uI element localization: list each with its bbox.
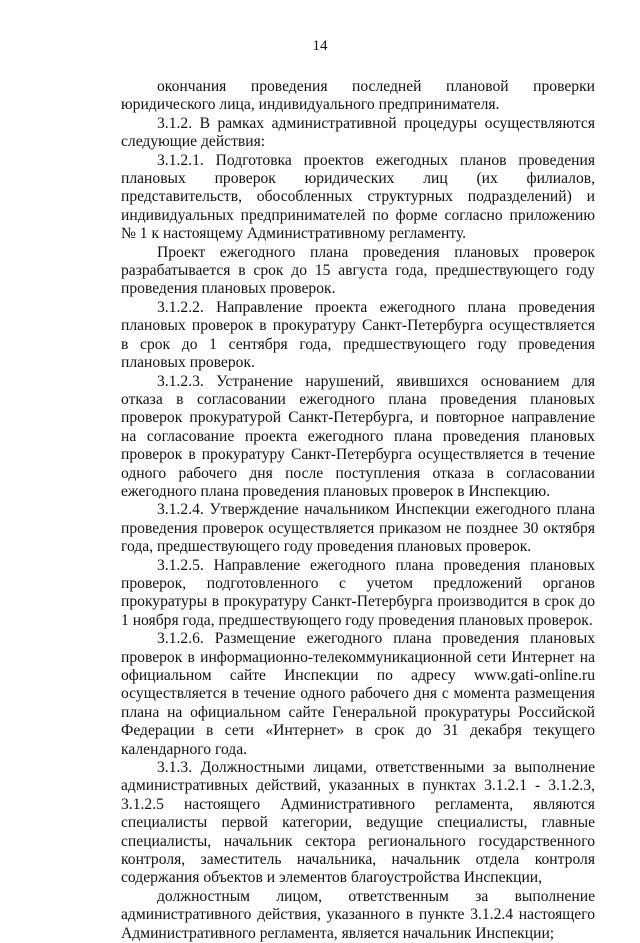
page-number: 14 bbox=[312, 38, 328, 54]
paragraph-3-1-2-6: 3.1.2.6. Размещение ежегодного плана проведения плановых проверок в информационно-телекоммуникационной сети Интернет на официальном сайте Инспекции по адресу www.gati-online.ru осуществляется в течение одного рабочего дня с момента размещения плана на официальном сайте Генеральной прокуратуры Российской Федерации в сети «Интернет» в срок до 31 декабря текущего календарного года. bbox=[121, 630, 595, 758]
paragraph-3-1-2-4: 3.1.2.4. Утверждение начальником Инспекции ежегодного плана проведения проверок осуществляется приказом не позднее 30 октября года, предшествующего году проведения плановых проверок. bbox=[121, 501, 595, 556]
document-body bbox=[121, 78, 595, 943]
paragraph-3-1-2-1: 3.1.2.1. Подготовка проектов ежегодных планов проведения плановых проверок юридических лиц (их филиалов, представительств, обособленных структурных подразделений) и индивидуальных предпринимателей по форме согласно приложению № 1 к настоящему Административному регламенту. bbox=[121, 151, 595, 243]
paragraph-continuation: окончания проведения последней плановой проверки юридического лица, индивидуального предпринимателя. bbox=[121, 78, 595, 114]
paragraph-3-1-2-2: 3.1.2.2. Направление проекта ежегодного плана проведения плановых проверок в прокуратуру Санкт-Петербурга осуществляется в срок до 1 сентября года, предшествующего году проведения плановых проверок. bbox=[121, 298, 595, 372]
paragraph-3-1-3: 3.1.3. Должностными лицами, ответственными за выполнение административных действий, указанных в пунктах 3.1.2.1 - 3.1.2.3, 3.1.2.5 настоящего Административного регламента, являются специалисты первой категории, ведущие специалисты, главные специалисты, начальник сектора регионального государственного контроля, заместитель начальника, начальник отдела контроля содержания объектов и элементов благоустройства Инспекции, bbox=[121, 759, 595, 887]
paragraph-responsible-official: должностным лицом, ответственным за выполнение административного действия, указанного в пункте 3.1.2.4 настоящего Административного регламента, является начальник Инспекции; bbox=[121, 887, 595, 942]
paragraph-3-1-2-3: 3.1.2.3. Устранение нарушений, явившихся основанием для отказа в согласовании ежегодного плана проведения плановых проверок прокуратурой Санкт-Петербурга, и повторное направление на согласование проекта ежегодного плана проведения плановых проверок в прокуратуру Санкт-Петербурга осуществляется в течение одного рабочего дня после поступления отказа в согласовании ежегодного плана проведения плановых проверок в Инспекцию. bbox=[121, 372, 595, 500]
paragraph-3-1-2-5: 3.1.2.5. Направление ежегодного плана проведения плановых проверок, подготовленного с учетом предложений органов прокуратуры в прокуратуру Санкт-Петербурга производится в срок до 1 ноября года, предшествующего году проведения плановых проверок. bbox=[121, 556, 595, 629]
paragraph-3-1-2: 3.1.2. В рамках административной процедуры осуществляются следующие действия: bbox=[121, 114, 595, 151]
paragraph-project-deadline: Проект ежегодного плана проведения плановых проверок разрабатывается в срок до 15 августа года, предшествующего году проведения плановых проверок. bbox=[121, 243, 595, 298]
